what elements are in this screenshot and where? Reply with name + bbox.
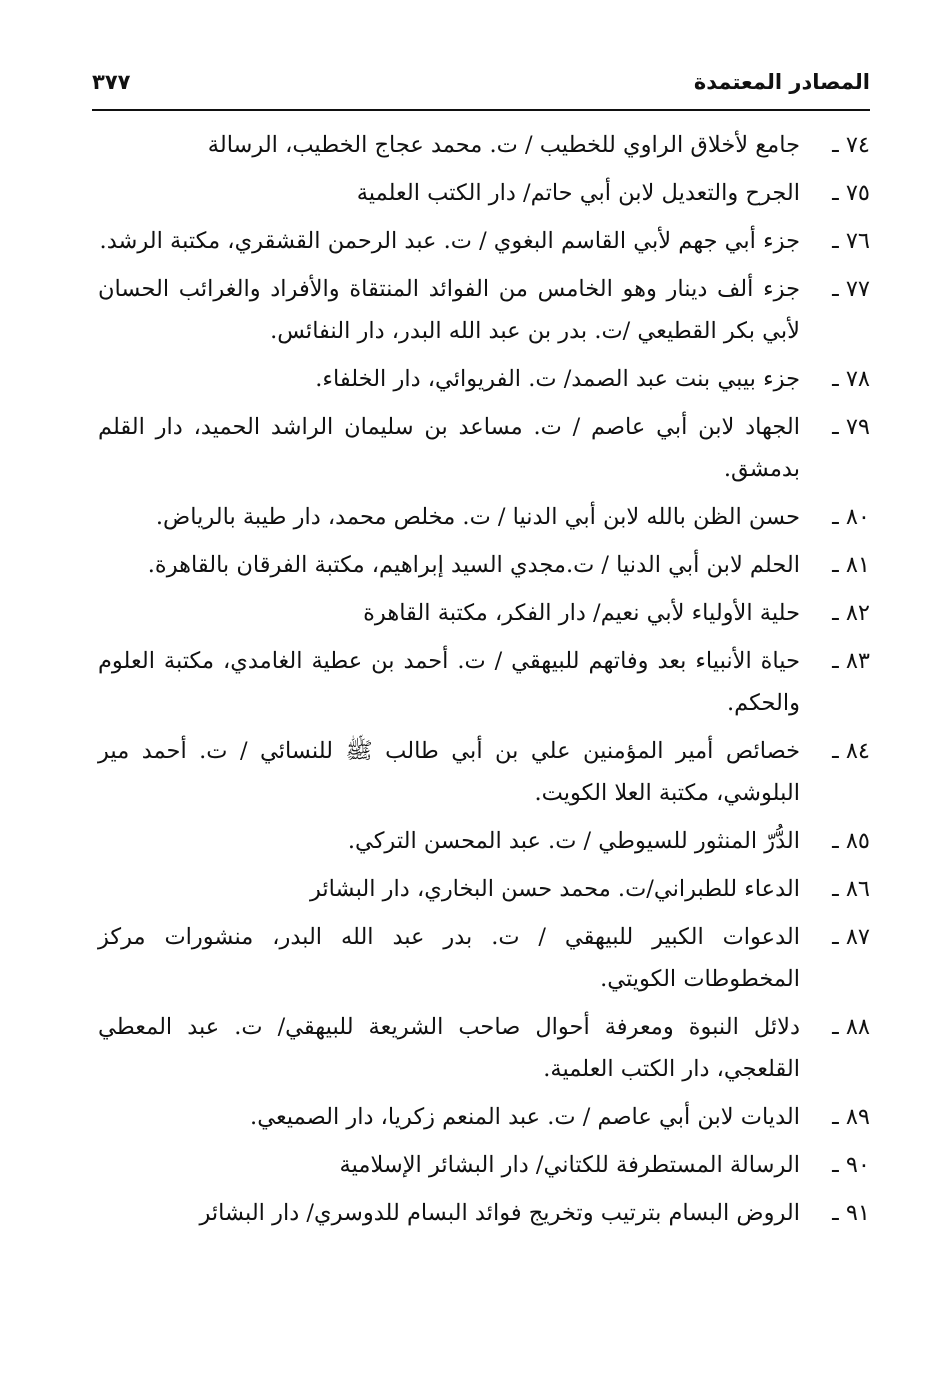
bibliography-entry: [98, 358, 870, 400]
bibliography-entry: [98, 406, 870, 490]
page-header: [92, 64, 870, 100]
entry-number: ٨٥ ـ: [832, 828, 870, 854]
entry-number: ٨٧ ـ: [832, 924, 870, 950]
bibliography-entry: [98, 640, 870, 724]
entry-number: ٨٩ ـ: [832, 1104, 870, 1130]
bibliography-list: [98, 124, 870, 1240]
entry-number: ٩٠ ـ: [832, 1152, 870, 1178]
bibliography-entry: [98, 916, 870, 1000]
entry-text: الدُّرّ المنثور للسيوطي / ت. عبد المحسن التركي.: [347, 828, 800, 854]
entry-text: جزء بيبي بنت عبد الصمد/ ت. الفريوائي، دار الخلفاء.: [315, 366, 800, 392]
bibliography-entry: [98, 268, 870, 352]
bibliography-entry: [98, 1006, 870, 1090]
bibliography-entry: [98, 1144, 870, 1186]
bibliography-entry: [98, 124, 870, 166]
page-number: ٣٧٧: [92, 70, 131, 94]
bibliography-entry: [98, 730, 870, 814]
entry-number: ٧٨ ـ: [832, 366, 870, 392]
entry-text: جزء أبي جهم لأبي القاسم البغوي / ت. عبد الرحمن القشقري، مكتبة الرشد.: [99, 228, 800, 254]
entry-text: الديات لابن أبي عاصم / ت. عبد المنعم زكريا، دار الصميعي.: [250, 1104, 800, 1130]
entry-number: ٧٧ ـ: [832, 276, 870, 302]
entry-number: ٨٣ ـ: [832, 648, 870, 674]
entry-text: جامع لأخلاق الراوي للخطيب / ت. محمد عجاج الخطيب، الرسالة: [207, 132, 800, 158]
entry-number: ٧٥ ـ: [832, 180, 870, 206]
entry-text: الروض البسام بترتيب وتخريج فوائد البسام للدوسري/ دار البشائر: [199, 1200, 800, 1226]
bibliography-entry: [98, 220, 870, 262]
entry-number: ٨٨ ـ: [832, 1014, 870, 1040]
entry-text: الحلم لابن أبي الدنيا / ت.مجدي السيد إبراهيم، مكتبة الفرقان بالقاهرة.: [147, 552, 800, 578]
entry-number: ٩١ ـ: [832, 1200, 870, 1226]
entry-number: ٧٦ ـ: [832, 228, 870, 254]
entry-number: ٨٦ ـ: [832, 876, 870, 902]
entry-text: دلائل النبوة ومعرفة أحوال صاحب الشريعة للبيهقي/ ت. عبد المعطي القلعجي، دار الكتب العلمية.: [98, 1014, 800, 1082]
running-title: المصادر المعتمدة: [693, 70, 870, 94]
entry-text: الجرح والتعديل لابن أبي حاتم/ دار الكتب العلمية: [356, 180, 800, 206]
bibliography-entry: [98, 544, 870, 586]
header-rule: [92, 109, 870, 111]
entry-text: الرسالة المستطرفة للكتاني/ دار البشائر الإسلامية: [339, 1152, 800, 1178]
entry-text: جزء ألف دينار وهو الخامس من الفوائد المنتقاة والأفراد والغرائب الحسان لأبي بكر القطيعي /ت. بدر بن عبد الله البدر، دار النفائس.: [98, 276, 800, 344]
bibliography-entry: [98, 172, 870, 214]
entry-text: حسن الظن بالله لابن أبي الدنيا / ت. مخلص محمد، دار طيبة بالرياض.: [155, 504, 800, 530]
entry-text: الدعوات الكبير للبيهقي / ت. بدر عبد الله البدر، منشورات مركز المخطوطات الكويتي.: [98, 924, 800, 992]
entry-number: ٧٩ ـ: [832, 414, 870, 440]
bibliography-entry: [98, 820, 870, 862]
entry-number: ٨٠ ـ: [832, 504, 870, 530]
entry-text: الجهاد لابن أبي عاصم / ت. مساعد بن سليمان الراشد الحميد، دار القلم بدمشق.: [98, 414, 800, 482]
entry-text: الدعاء للطبراني/ت. محمد حسن البخاري، دار البشائر: [310, 876, 800, 902]
entry-text: حلية الأولياء لأبي نعيم/ دار الفكر، مكتبة القاهرة: [363, 600, 800, 626]
entry-number: ٨١ ـ: [832, 552, 870, 578]
bibliography-entry: [98, 592, 870, 634]
entry-number: ٨٢ ـ: [832, 600, 870, 626]
bibliography-entry: [98, 868, 870, 910]
entry-number: ٨٤ ـ: [832, 738, 870, 764]
entry-number: ٧٤ ـ: [832, 132, 870, 158]
entry-text: خصائص أمير المؤمنين علي بن أبي طالب ﷺ للنسائي / ت. أحمد مير البلوشي، مكتبة العلا الكويت.: [98, 738, 800, 806]
bibliography-entry: [98, 496, 870, 538]
bibliography-entry: [98, 1192, 870, 1234]
entry-text: حياة الأنبياء بعد وفاتهم للبيهقي / ت. أحمد بن عطية الغامدي، مكتبة العلوم والحكم.: [98, 648, 800, 716]
bibliography-entry: [98, 1096, 870, 1138]
